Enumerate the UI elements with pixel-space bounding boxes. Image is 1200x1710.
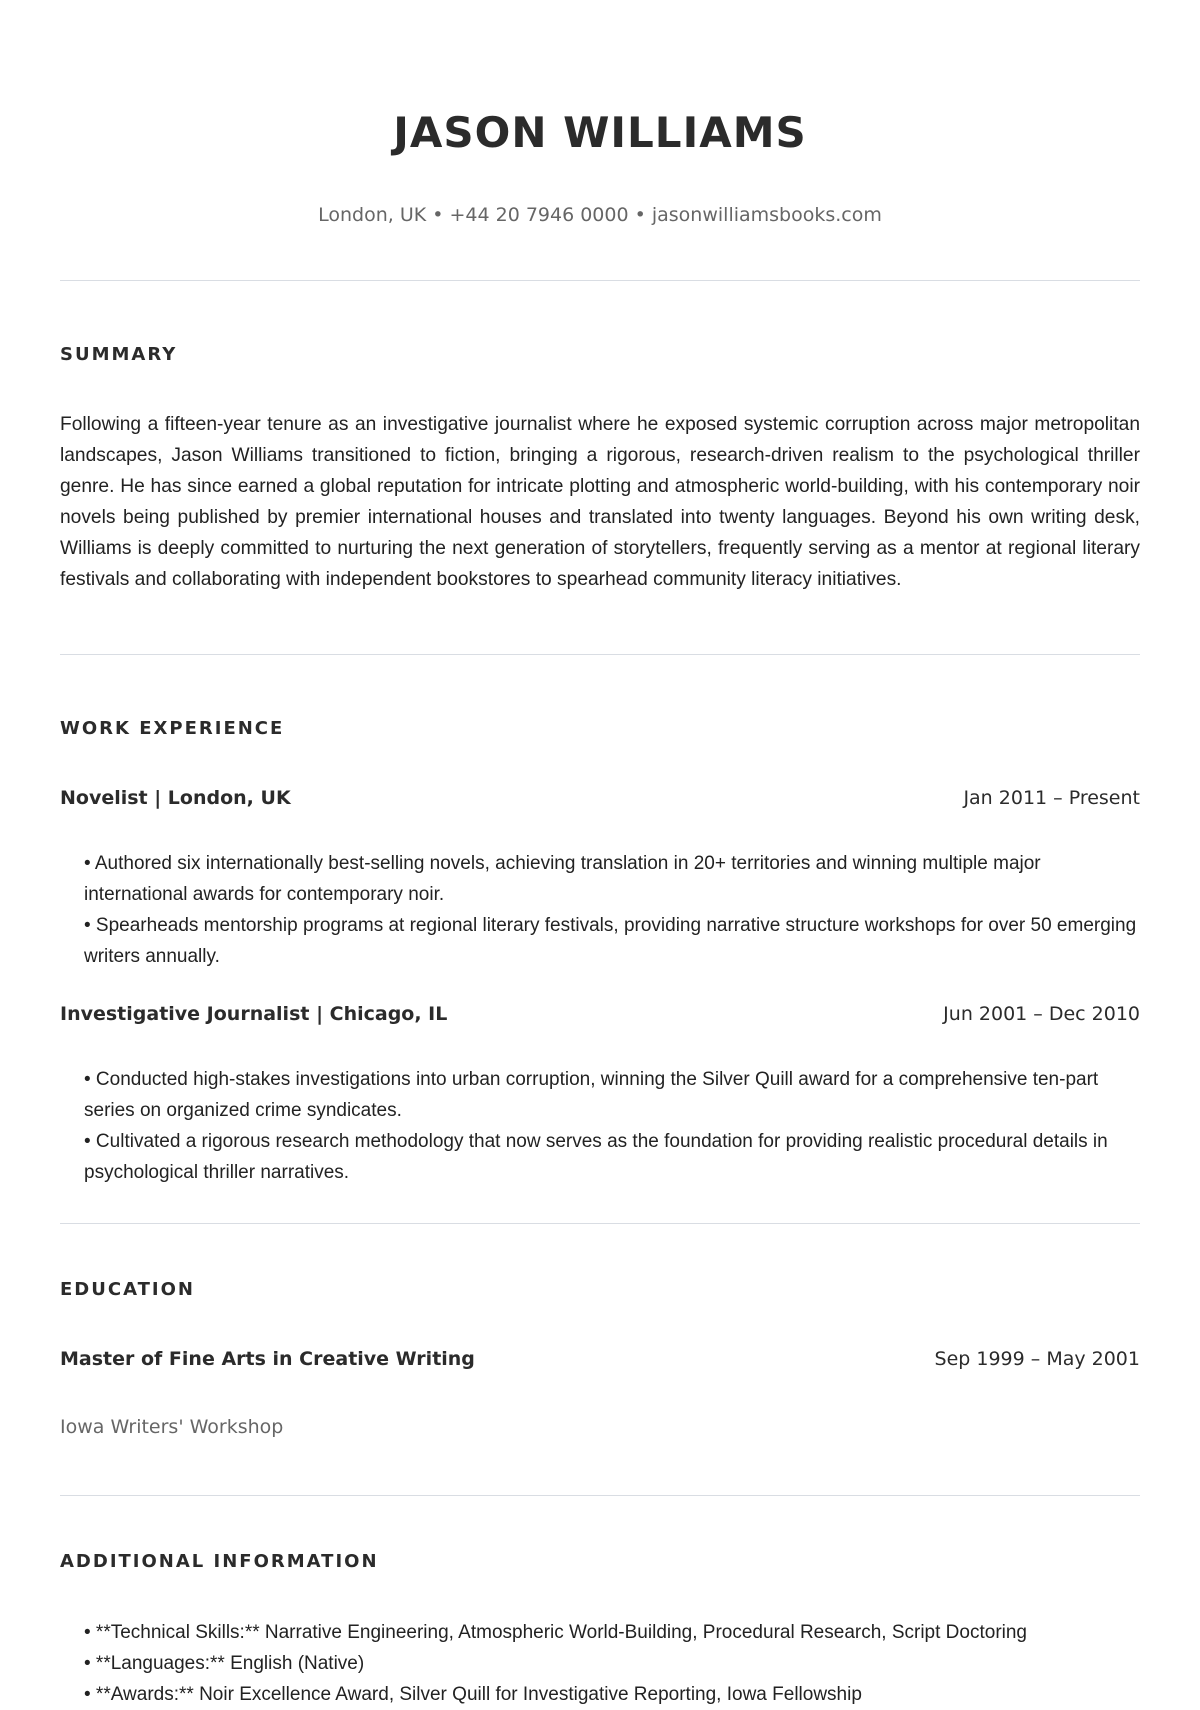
summary-text: Following a fifteen-year tenure as an investigative journalist where he exposed systemic corruption across major metropolitan landscapes, Jason Williams transitioned to fiction, bringing a rigorous, research-driven realism to the psychological thriller genre. He has since earned a global reputation for intricate plotting and atmospheric world-building, with his contemporary noir novels being published by premier international houses and translated into twenty languages. Beyond his own writing desk, Williams is deeply committed to nurturing the next generation of storytellers, frequently serving as a mentor at regional literary festivals and collaborating with independent bookstores to spearhead community literacy initiatives. bbox=[60, 414, 1140, 590]
education-header bbox=[60, 1347, 1140, 1371]
job-role: Investigative Journalist | Chicago, IL bbox=[60, 1003, 448, 1025]
contact-line: London, UK • +44 20 7946 0000 • jasonwilliamsbooks.com bbox=[318, 204, 882, 226]
experience-section bbox=[60, 718, 1140, 1188]
education-section bbox=[60, 1279, 1140, 1439]
job-header bbox=[60, 786, 1140, 810]
additional-item: • **Languages:** English (Native) bbox=[84, 1653, 365, 1674]
divider bbox=[60, 654, 1140, 655]
candidate-name: JASON WILLIAMS bbox=[393, 108, 807, 157]
divider bbox=[60, 280, 1140, 281]
job-header bbox=[60, 1002, 1140, 1026]
job-bullets bbox=[60, 848, 1140, 972]
job-bullet: • Conducted high-stakes investigations into urban corruption, winning the Silver Quill award for a comprehensive ten-part series on organized crime syndicates. bbox=[84, 1069, 1099, 1121]
experience-title: WORK EXPERIENCE bbox=[60, 718, 285, 739]
job-entry bbox=[60, 1002, 1140, 1188]
additional-section bbox=[60, 1551, 1140, 1710]
additional-item: • **Technical Skills:** Narrative Engineering, Atmospheric World-Building, Procedural Research, Script Doctoring bbox=[84, 1622, 1027, 1643]
divider bbox=[60, 1223, 1140, 1224]
summary-section bbox=[60, 344, 1140, 595]
additional-list bbox=[60, 1617, 1140, 1710]
summary-title: SUMMARY bbox=[60, 344, 178, 365]
job-dates: Jan 2011 – Present bbox=[963, 787, 1140, 809]
resume-header bbox=[60, 0, 1140, 228]
divider bbox=[60, 1495, 1140, 1496]
additional-title: ADDITIONAL INFORMATION bbox=[60, 1551, 379, 1572]
job-bullet: • Spearheads mentorship programs at regional literary festivals, providing narrative structure workshops for over 50 emerging writers annually. bbox=[84, 915, 1137, 967]
job-bullets bbox=[60, 1064, 1140, 1188]
degree: Master of Fine Arts in Creative Writing bbox=[60, 1348, 475, 1370]
institution: Iowa Writers' Workshop bbox=[60, 1416, 284, 1438]
job-bullet: • Cultivated a rigorous research methodology that now serves as the foundation for providing realistic procedural details in psychological thriller narratives. bbox=[84, 1131, 1108, 1183]
job-entry bbox=[60, 786, 1140, 972]
additional-item: • **Awards:** Noir Excellence Award, Silver Quill for Investigative Reporting, Iowa Fellowship bbox=[84, 1684, 862, 1705]
job-bullet: • Authored six internationally best-selling novels, achieving translation in 20+ territories and winning multiple major international awards for contemporary noir. bbox=[84, 853, 1041, 905]
job-role: Novelist | London, UK bbox=[60, 787, 291, 809]
education-dates: Sep 1999 – May 2001 bbox=[934, 1348, 1140, 1370]
job-dates: Jun 2001 – Dec 2010 bbox=[943, 1003, 1140, 1025]
education-title: EDUCATION bbox=[60, 1279, 195, 1300]
